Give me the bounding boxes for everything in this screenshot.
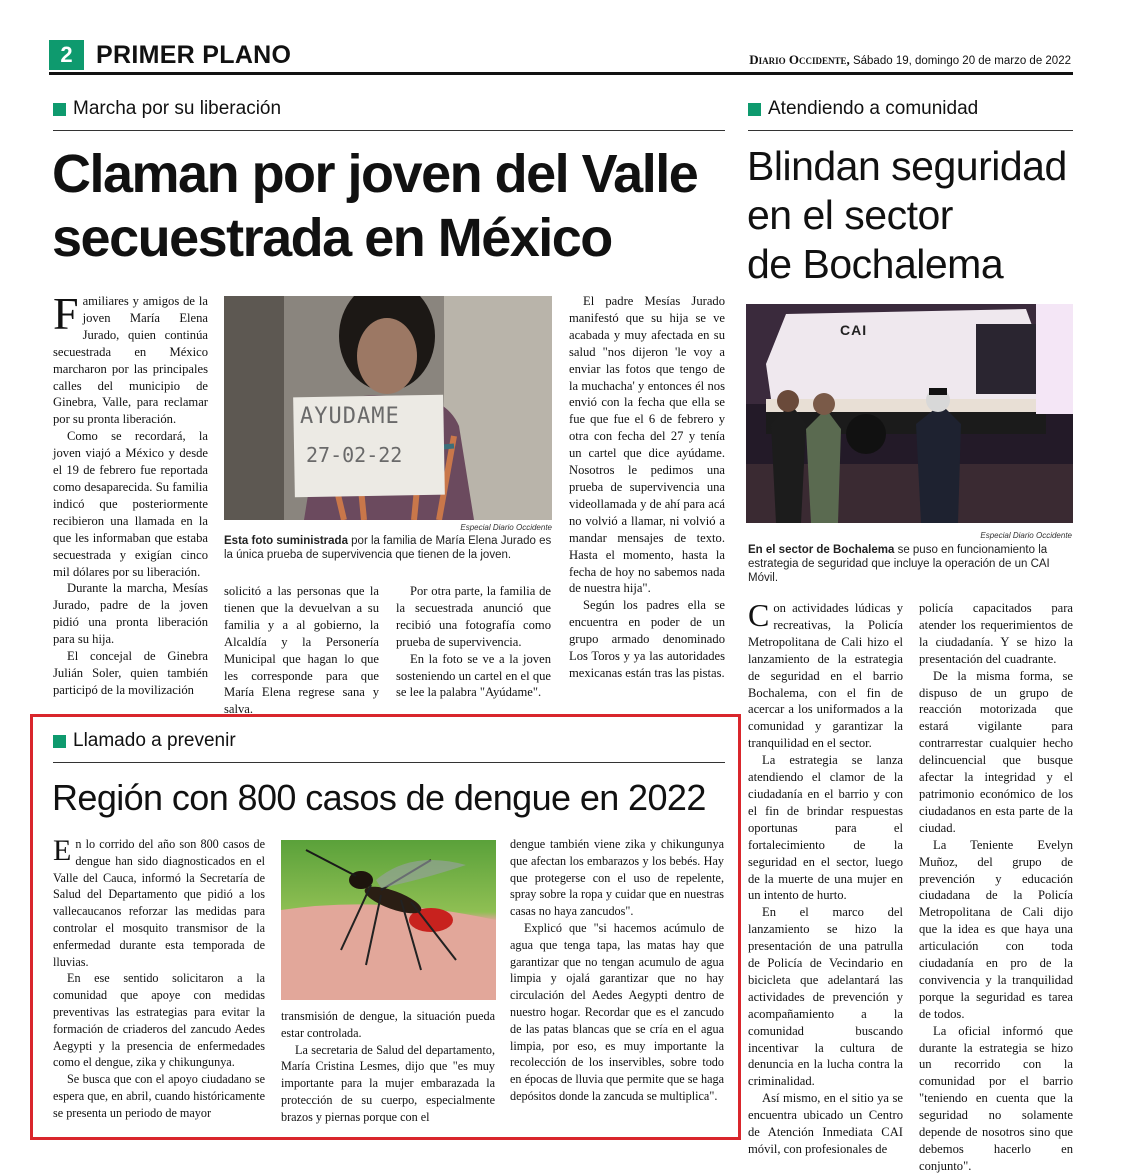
main-col4: [569, 293, 725, 682]
dengue-col3: [510, 836, 724, 1105]
right-headline-line1: Blindan seguridad: [747, 143, 1067, 189]
right-dropcap: C: [748, 597, 770, 633]
right-caption-rest: se puso en funcionamiento la estrategia de seguridad que incluye la operación de un CAI Móvil.: [748, 544, 1050, 584]
main-col3-p2: En la foto se ve a la joven sosteniendo un cartel en el que se lee la palabra "Ayúdame".: [396, 651, 551, 700]
right-photo: [746, 304, 1073, 523]
right-photo-credit: Especial Diario Occidente: [980, 531, 1072, 540]
main-col1-p2: Como se recordará, la joven viajó a México y desde el 19 de febrero fue reportada como desaparecida. Su familia indicó que posteriormente recibieron una llamada en la que les informaban que estaba secuestrada y exigían cinco mil dólares por su liberación.: [53, 429, 208, 579]
main-caption-rest: por la familia de María Elena Jurado es la única prueba de supervivencia que tienen de la joven.: [224, 535, 552, 561]
dengue-col3-p2: Explicó que "si hacemos acúmulo de agua que tenga tapa, las matas hay que garantizar que no tengan acumulo de agua limpia y ojalá garantizar que no hay circulación del Aedes Aegypti dentro de nuestro hogar. Recordar que es el zancudo de las patas blancas que se cría en el agua limpia, por eso, es muy importante la recolección de los inservibles, sobre todo en épocas de lluvia que permite que se haga depósitos donde la zancuda se multiplica".: [510, 920, 724, 1103]
main-col4-p1: El padre Mesías Jurado manifestó que su hija se ve acabada y muy afectada en su salud "nos dijeron 'le voy a enviar las fotos que tengo de la muchacha' y entonces él nos envió con la fecha que ella se fue que fue el 6 de febrero y otra con fecha del 27 y tenía un cartel que dice ayúdame. Nosotros le pedimos una prueba de supervivencia una videollamada y de ahí para acá no volvió a llamar, ni volvió a mandar mensajes de texto. Hasta el momento, hasta la fecha de hoy no sabemos nada de nuestra hija".: [569, 294, 725, 596]
kicker-square-icon: [53, 103, 66, 116]
right-col2-p2: De la misma forma, se dispuso de un grupo de reacción motorizada que estará vigilante para contrarrestar cualquier hecho delincuencial que busque afectar la integridad y el patrimonio económico de los ciudadanos en esta parte de la ciudad.: [919, 668, 1073, 835]
main-col4-p2: Según los padres ella se encuentra en poder de un grupo armado denominado Los Toros y ya las autoridades mexicanas están tras las pistas.: [569, 598, 725, 680]
main-kicker: [53, 98, 281, 120]
main-kicker-text: Marcha por su liberación: [73, 98, 282, 119]
right-col2: [919, 600, 1073, 1175]
main-col1-p4: El concejal de Ginebra Julián Soler, quien también participó de la movilización: [53, 649, 208, 697]
page-number-badge: [49, 40, 84, 70]
main-kicker-rule: [53, 130, 725, 131]
paper-name: Diario Occidente,: [749, 52, 850, 67]
main-col1-p1: Familiares y amigos de la joven María Elena Jurado, quien continúa secuestrada en México marcharon por las principales calles del municipio de Ginebra, Valle, para reclamar por su pronta liberación.: [53, 288, 208, 427]
main-col3: [396, 583, 551, 701]
bus-label: CAI: [840, 322, 868, 338]
right-col1-p3: En el marco del lanzamiento se hizo la presentación de una patrulla de Policía de Vecindario en bicicleta que adelantará las actividades de prevención y acompañamiento a la comunidad buscando incentivar la cultura de denuncia en la lucha contra la criminalidad.: [748, 905, 903, 1089]
right-photo-caption: [748, 543, 1074, 585]
main-photo-credit: Especial Diario Occidente: [460, 523, 552, 532]
dengue-col2-p1: transmisión de dengue, la situación pueda estar controlada.: [281, 1009, 495, 1040]
kicker-square-icon: [748, 103, 761, 116]
issue-date: Sábado 19, domingo 20 de marzo de 2022: [852, 55, 1071, 67]
right-caption-bold: En el sector de Bochalema: [748, 544, 895, 556]
mosquito-photo: [281, 840, 496, 1000]
dengue-kicker: [53, 730, 236, 752]
right-col2-p1: policía capacitados para atender los requerimientos de la ciudadanía. Y se hizo la presentación del cuadrante.: [919, 601, 1073, 666]
right-col2-p4: La oficial informó que durante la estrategia se hizo un recorrido con la comunidad por el barrio "teniendo en cuenta que la seguridad no solamente depende de nosotros sino que debemos hacerlo en conjunto".: [919, 1023, 1073, 1173]
main-col1: [53, 288, 208, 699]
right-headline: [747, 142, 1067, 289]
main-headline-line2: secuestrada en México: [52, 208, 612, 268]
right-col1-p4: Así mismo, en el sitio ya se encuentra ubicado un Centro de Atención Inmediata CAI móvil, con profesionales de: [748, 1091, 903, 1156]
main-caption-bold: Esta foto suministrada: [224, 535, 348, 547]
right-col1: [748, 597, 903, 1158]
main-col3-p1: Por otra parte, la familia de la secuestrada anunció que recibió una fotografía como prueba de supervivencia.: [396, 584, 551, 649]
dengue-col2: [281, 1008, 495, 1126]
dengue-col1-p1: En lo corrido del año son 800 casos de dengue han sido diagnosticados en el Valle del Cauca, informó la Secretaría de Salud del Departamento que pidió a los vallecaucanos reforzar las medidas para controlar el mosquito transmisor de la enfermedad durante esta temporada de lluvias.: [53, 834, 265, 969]
right-kicker: [748, 98, 978, 120]
dengue-col2-p2: La secretaria de Salud del departamento, María Cristina Lesmes, dijo que "es muy importante para la mujer embarazada la protección de su cuerpo, especialmente brazos y piernas porque con el: [281, 1042, 495, 1124]
photo-sign: [300, 400, 440, 490]
main-headline-line1: Claman por joven del Valle: [52, 144, 698, 204]
right-headline-line3: de Bochalema: [747, 241, 1004, 287]
photo-sign-line2: 27-02-22: [306, 443, 403, 467]
dengue-col1: [53, 836, 265, 1122]
masthead-date: [749, 52, 1071, 68]
dengue-col3-p1: dengue también viene zika y chikungunya que afectan los embarazos y los bebés. Hay que protegerse con el uso de repelente, spray sobre la ropa y cuidar que en nuestras casas no haya zancudos".: [510, 837, 724, 919]
dengue-col1-p2: En ese sentido solicitaron a la comunidad que apoye con medidas preventivas las estrategias para evitar la formación de criaderos del zancudo Aedes Aegypti y la presencia de enfermedades como el dengue, zika y chikungunya.: [53, 971, 265, 1070]
right-col2-p3: La Teniente Evelyn Muñoz, del grupo de prevención y educación ciudadana de la Policía Metropolitana de Cali dijo que la idea es que haya una articulación con toda ciudadanía en pro de la convivencia y la tranquilidad porque la seguridad es tarea de todos.: [919, 837, 1073, 1021]
right-kicker-text: Atendiendo a comunidad: [768, 98, 979, 119]
page-number: 2: [60, 42, 73, 67]
main-photo-caption: [224, 534, 554, 562]
kicker-square-icon: [53, 735, 66, 748]
right-col1-p1: Con actividades lúdicas y recreativas, la Policía Metropolitana de Cali hizo el lanzamiento de la estrategia de seguridad en el barrio Bochalema, con el fin de acercar a los uniformados a la comunidad y garantizar la tranquilidad en el sector.: [748, 597, 903, 751]
dengue-dropcap: E: [53, 834, 72, 867]
main-dropcap: F: [53, 288, 79, 339]
dengue-kicker-text: Llamado a prevenir: [73, 730, 236, 751]
right-headline-line2: en el sector: [747, 192, 953, 238]
right-kicker-rule: [748, 130, 1073, 131]
section-title: PRIMER PLANO: [96, 41, 292, 69]
main-col2-p1: solicitó a las personas que la tienen que la devuelvan a su familia y a al gobierno, la Alcaldía y la Personería Municipal que hagan lo que les corresponde para que María Elena regrese sana y salva.: [224, 584, 379, 717]
mosquito-svg: [281, 840, 496, 1000]
main-col1-p3: Durante la marcha, Mesías Jurado, padre de la joven pidió una pronta liberación para su hija.: [53, 581, 208, 647]
photo-sign-line1: AYUDAME: [300, 404, 400, 429]
main-headline: [52, 142, 697, 270]
main-col2: [224, 583, 379, 718]
header-rule: [49, 72, 1073, 75]
dengue-kicker-rule: [53, 762, 725, 763]
dengue-col1-p3: Se busca que con el apoyo ciudadano se espera que, en abril, cuando históricamente se presenta un periodo de mayor: [53, 1072, 265, 1120]
police-photo-svg: [746, 304, 1073, 523]
right-col1-p2: La estrategia se lanza atendiendo el clamor de la ciudadanía en el barrio y con el fin de brindar respuestas oportunas para el fortalecimiento de la seguridad en el sector, luego de la muerte de una mujer en un intento de hurto.: [748, 753, 903, 903]
dengue-headline: Región con 800 casos de dengue en 2022: [52, 777, 706, 818]
main-photo: [224, 296, 552, 520]
